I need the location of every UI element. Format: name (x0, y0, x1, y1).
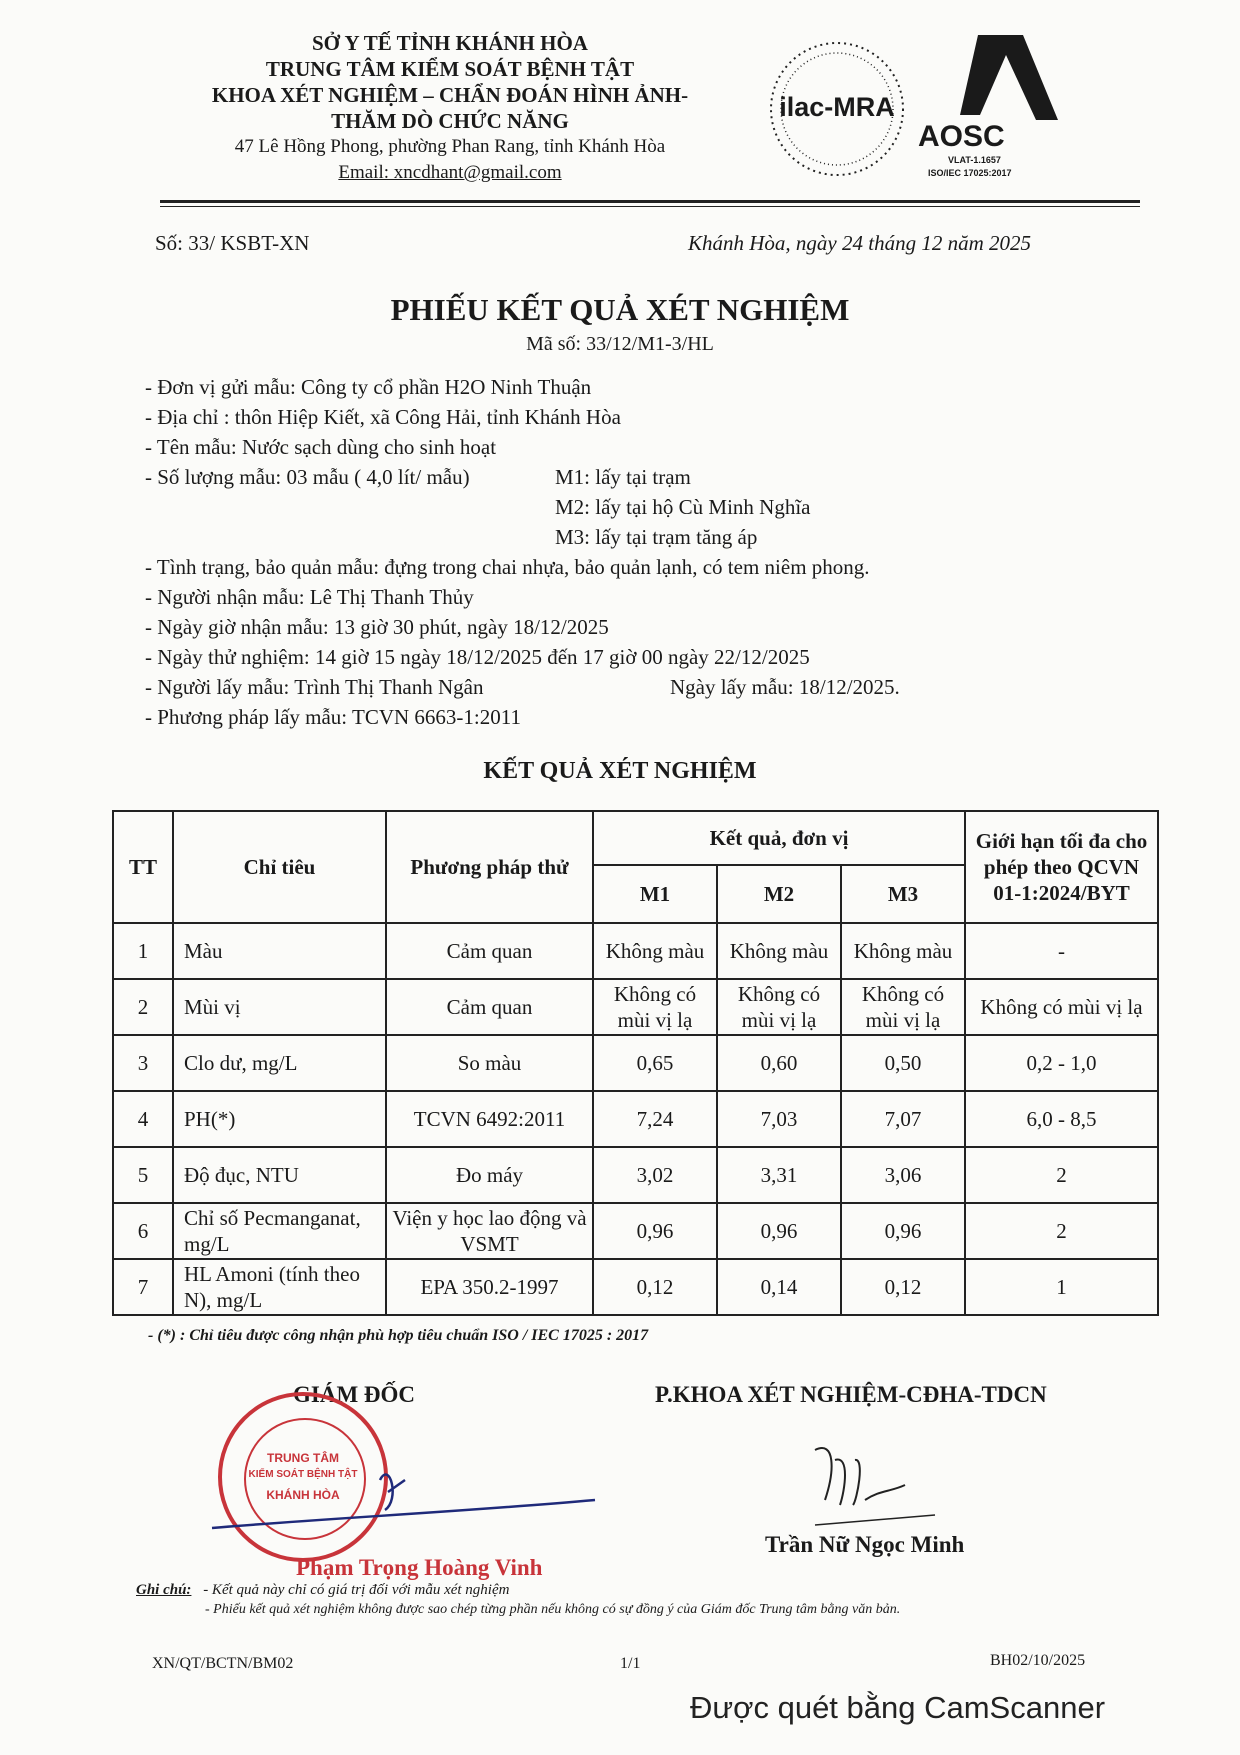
cell-tt: 2 (113, 979, 173, 1035)
table-row (113, 1147, 1158, 1203)
header-rule-top (160, 200, 1140, 203)
dept-head-signature (795, 1430, 945, 1540)
info-m3: M3: lấy tại trạm tăng áp (555, 525, 758, 549)
dept-head-name: Trần Nữ Ngọc Minh (765, 1532, 965, 1557)
org-line-1: SỞ Y TẾ TỈNH KHÁNH HÒA (312, 31, 588, 55)
info-sample-count-row (145, 462, 1145, 492)
org-address: 47 Lê Hồng Phong, phường Phan Rang, tỉnh Khánh Hòa (234, 136, 666, 157)
results-title: KẾT QUẢ XÉT NGHIỆM (483, 758, 757, 784)
info-sampler: - Người lấy mẫu: Trình Thị Thanh Ngân (145, 675, 484, 699)
header-indicator: Chỉ tiêu (173, 811, 386, 923)
aosc-text: AOSC (918, 120, 1005, 153)
org-line-2: TRUNG TÂM KIỂM SOÁT BỆNH TẬT (265, 57, 635, 81)
cell-method: TCVN 6492:2011 (386, 1091, 593, 1147)
cell-m3: Không màu (841, 923, 965, 979)
cell-tt: 5 (113, 1147, 173, 1203)
ilac-text: ilac-MRA (779, 92, 895, 122)
cell-indicator: Mùi vị (173, 979, 386, 1035)
director-name: Phạm Trọng Hoàng Vinh (296, 1555, 543, 1580)
aosc-std: ISO/IEC 17025:2017 (928, 168, 1012, 178)
dept-head-title: P.KHOA XÉT NGHIỆM-CĐHA-TDCN (655, 1382, 1047, 1407)
cell-limit: Không có mùi vị lạ (965, 979, 1158, 1035)
cell-method: Cảm quan (386, 979, 593, 1035)
info-sampling-date: Ngày lấy mẫu: 18/12/2025. (670, 675, 900, 699)
cell-method: Viện y học lao động và VSMT (386, 1203, 593, 1259)
info-address: - Địa chỉ : thôn Hiệp Kiết, xã Công Hải, tỉnh Khánh Hòa (145, 405, 621, 429)
info-sample-count: - Số lượng mẫu: 03 mẫu ( 4,0 lít/ mẫu) (145, 465, 470, 489)
cell-m1: 0,12 (593, 1259, 717, 1315)
org-line-4: THĂM DÒ CHỨC NĂNG (331, 109, 569, 133)
cell-m3: 0,96 (841, 1203, 965, 1259)
info-method: - Phương pháp lấy mẫu: TCVN 6663-1:2011 (145, 705, 521, 729)
form-code: XN/QT/BCTN/BM02 (152, 1655, 294, 1672)
cell-tt: 4 (113, 1091, 173, 1147)
cell-m1: 0,65 (593, 1035, 717, 1091)
cell-indicator: Clo dư, mg/L (173, 1035, 386, 1091)
cell-m2: 0,96 (717, 1203, 841, 1259)
info-receiver: - Người nhận mẫu: Lê Thị Thanh Thủy (145, 585, 474, 609)
cell-limit: 2 (965, 1147, 1158, 1203)
table-note: - (*) : Chỉ tiêu được công nhận phù hợp tiêu chuẩn ISO / IEC 17025 : 2017 (148, 1327, 649, 1344)
document-code: Mã số: 33/12/M1-3/HL (526, 333, 714, 355)
info-m2: M2: lấy tại hộ Cù Minh Nghĩa (555, 495, 811, 519)
cell-indicator: Chỉ số Pecmanganat, mg/L (173, 1203, 386, 1259)
stamp-line-1: TRUNG TÂM (267, 1451, 339, 1465)
cell-m2: Không có mùi vị lạ (717, 979, 841, 1035)
cell-limit: - (965, 923, 1158, 979)
org-line-3: KHOA XÉT NGHIỆM – CHẨN ĐOÁN HÌNH ẢNH- (211, 83, 689, 107)
cell-method: So màu (386, 1035, 593, 1091)
header-method: Phương pháp thử (386, 811, 593, 923)
scanner-watermark: Được quét bằng CamScanner (690, 1690, 1106, 1725)
cell-method: EPA 350.2-1997 (386, 1259, 593, 1315)
org-header (170, 30, 730, 186)
cell-m2: 0,14 (717, 1259, 841, 1315)
table-row (113, 1035, 1158, 1091)
notes-label: Ghi chú: (136, 1582, 192, 1598)
cell-limit: 6,0 - 8,5 (965, 1091, 1158, 1147)
aosc-code: VLAT-1.1657 (948, 155, 1001, 165)
header-m3: M3 (841, 865, 965, 923)
cell-m2: 0,60 (717, 1035, 841, 1091)
notes (136, 1582, 509, 1599)
notes-line-2: - Phiếu kết quả xét nghiệm không được sao chép từng phần nếu không có sự đồng ý của Giám đốc Trung tâm bằng văn bản. (205, 1602, 901, 1617)
notes-line-1: - Kết quả này chỉ có giá trị đối với mẫu xét nghiệm (203, 1582, 510, 1598)
cell-m3: 7,07 (841, 1091, 965, 1147)
header-result: Kết quả, đơn vị (593, 811, 965, 865)
info-sample-name: - Tên mẫu: Nước sạch dùng cho sinh hoạt (145, 435, 497, 459)
table-row (113, 1203, 1158, 1259)
issue-date: Khánh Hòa, ngày 24 tháng 12 năm 2025 (688, 231, 1031, 255)
aosc-logo (918, 30, 1068, 190)
ilac-mra-logo (762, 34, 912, 184)
header-rule-bottom (160, 206, 1140, 207)
cell-tt: 6 (113, 1203, 173, 1259)
cell-tt: 7 (113, 1259, 173, 1315)
director-title: GIÁM ĐỐC (293, 1382, 416, 1407)
cell-limit: 1 (965, 1259, 1158, 1315)
table-row (113, 1259, 1158, 1315)
page-number: 1/1 (620, 1655, 641, 1672)
header-m1: M1 (593, 865, 717, 923)
header-tt: TT (113, 811, 173, 923)
cell-method: Đo máy (386, 1147, 593, 1203)
doc-number: Số: 33/ KSBT-XN (155, 231, 310, 255)
cell-m1: Không màu (593, 923, 717, 979)
cell-m3: 0,12 (841, 1259, 965, 1315)
cell-m3: Không có mùi vị lạ (841, 979, 965, 1035)
info-condition: - Tình trạng, bảo quản mẫu: đựng trong chai nhựa, bảo quản lạnh, có tem niêm phong. (145, 555, 870, 579)
info-m1: M1: lấy tại trạm (555, 465, 691, 489)
header-limit: Giới hạn tối đa cho phép theo QCVN 01-1:2024/BYT (965, 811, 1158, 923)
cell-m1: 7,24 (593, 1091, 717, 1147)
cell-m2: Không màu (717, 923, 841, 979)
info-sampler-row (145, 672, 1145, 702)
info-sender: - Đơn vị gửi mẫu: Công ty cổ phần H2O Ninh Thuận (145, 375, 592, 399)
cell-m2: 7,03 (717, 1091, 841, 1147)
table-row (113, 1091, 1158, 1147)
stamp-line-3: KHÁNH HÒA (266, 1488, 340, 1502)
table-row (113, 923, 1158, 979)
info-received-time: - Ngày giờ nhận mẫu: 13 giờ 30 phút, ngày 18/12/2025 (145, 615, 609, 639)
cell-m1: 3,02 (593, 1147, 717, 1203)
director-signature (210, 1440, 600, 1550)
cell-indicator: Màu (173, 923, 386, 979)
table-row (113, 979, 1158, 1035)
cell-m1: 0,96 (593, 1203, 717, 1259)
sample-info (145, 372, 1145, 732)
stamp-line-2: KIỂM SOÁT BỆNH TẬT (248, 1469, 358, 1480)
cell-indicator: HL Amoni (tính theo N), mg/L (173, 1259, 386, 1315)
cell-method: Cảm quan (386, 923, 593, 979)
cell-tt: 3 (113, 1035, 173, 1091)
info-test-time: - Ngày thử nghiệm: 14 giờ 15 ngày 18/12/2025 đến 17 giờ 00 ngày 22/12/2025 (145, 645, 810, 669)
cell-m1: Không có mùi vị lạ (593, 979, 717, 1035)
cell-m3: 3,06 (841, 1147, 965, 1203)
cell-m3: 0,50 (841, 1035, 965, 1091)
cell-m2: 3,31 (717, 1147, 841, 1203)
cell-indicator: Độ đục, NTU (173, 1147, 386, 1203)
cell-tt: 1 (113, 923, 173, 979)
page-title: PHIẾU KẾT QUẢ XÉT NGHIỆM (390, 292, 850, 327)
results-table (112, 810, 1159, 1316)
org-email: Email: xncdhant@gmail.com (338, 162, 562, 183)
revision-code: BH02/10/2025 (990, 1652, 1086, 1669)
cell-limit: 0,2 - 1,0 (965, 1035, 1158, 1091)
cell-limit: 2 (965, 1203, 1158, 1259)
header-m2: M2 (717, 865, 841, 923)
cell-indicator: PH(*) (173, 1091, 386, 1147)
